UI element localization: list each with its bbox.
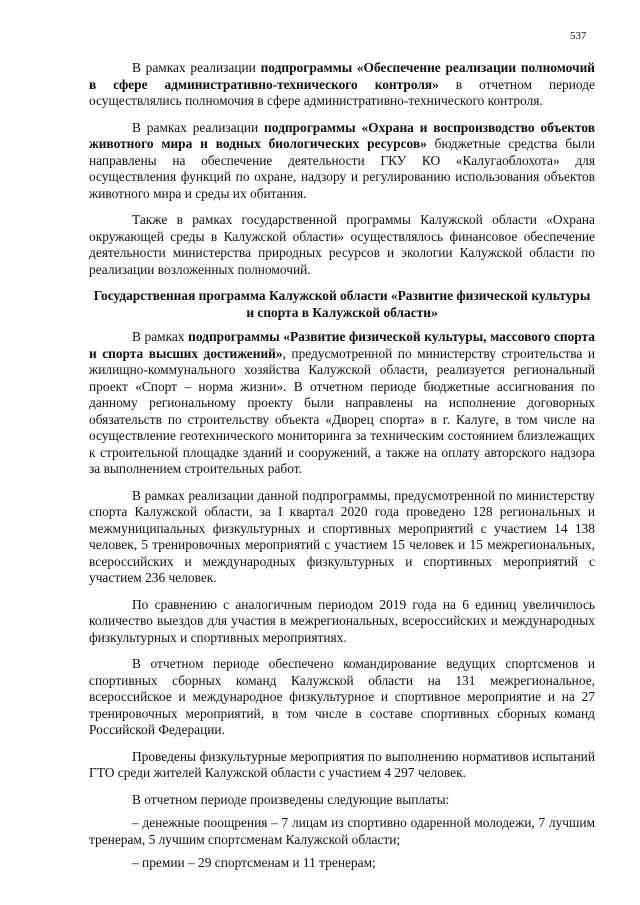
paragraph-text: В рамках: [132, 329, 189, 344]
paragraph-travel: В отчетном периоде обеспечено командирование ведущих спортсменов и спортивных сборных команд Калужской области на 131 межрегиональное, всероссийское и международное физкультурное и спортивное мероприятие и на 27 тренировочных мероприятий, в том числе в составе спортивных сборных команд Российской Федерации.: [89, 656, 595, 737]
paragraph-comparison: По сравнению с аналогичным периодом 2019 года на 6 единиц увеличилось количество выездов для участия в межрегиональных, всероссийских и международных физкультурных и спортивных мероприятиях.: [89, 596, 595, 645]
paragraph-text: В рамках реализации: [132, 60, 261, 75]
subprogram-title: подпрограммы «Развитие физической культуры, массового спорта и спорта высших достижений»: [89, 329, 595, 361]
paragraph-sport-subprogram: [89, 329, 595, 478]
paragraph-wildlife: [89, 120, 595, 203]
subprogram-title: подпрограммы «Охрана и воспроизводство объектов животного мира и водных биологических ресурсов»: [89, 119, 595, 151]
paragraph-text: , предусмотренной по министерству строительства и жилищно-коммунального хозяйства Калужской области, реализуется региональный проект «Спорт – норма жизни». В отчетном периоде бюджетные ассигнования по данному региональному проекту были направлены на исполнение договорных обязательств по строительству объекта «Дворец спорта» в г. Калуге, в том числе на осуществление геотехнического мониторинга за техническим состоянием близлежащих к строительной площадке зданий и сооружений, а также на оплату авторского надзора за выполнением строительных работ.: [89, 345, 595, 476]
paragraph-gto: Проведены физкультурные мероприятия по выполнению нормативов испытаний ГТО среди жителей Калужской области с участием 4 297 человек.: [89, 748, 595, 780]
paragraph-events: В рамках реализации данной подпрограммы, предусмотренной по министерству спорта Калужской области, за I квартал 2020 года проведено 128 региональных и межмуниципальных физкультурных и спортивных мероприятий с участием 14 138 человек, 5 тренировочных мероприятий с участием 15 человек и 15 межрегиональных, всероссийских и международных физкультурных и спортивных мероприятий с участием 236 человек.: [89, 487, 595, 585]
document-body: [89, 60, 595, 879]
paragraph-environment: Также в рамках государственной программы Калужской области «Охрана окружающей среды в Калужской области» осуществлялось финансовое обеспечение деятельности министерства природных ресурсов и экологии Калужской области по реализации возложенных полномочий.: [89, 212, 595, 277]
subprogram-title: подпрограммы «Обеспечение реализации полномочий в сфере административно-технического контроля»: [89, 60, 595, 92]
list-item-prizes: – премии – 29 спортсменам и 11 тренерам;: [132, 855, 376, 870]
paragraph-text: бюджетные средства были направлены на обеспечение деятельности ГКУ КО «Калугаоблохота» для осуществления функций по охране, надзору и регулированию использования объектов животного мира и среды их обитания.: [89, 136, 595, 201]
list-item-bonuses: – денежные поощрения – 7 лицам из спортивно одаренной молодежи, 7 лучшим тренерам, 5 лучшим спортсменам Калужской области;: [89, 815, 595, 847]
paragraph-admin-control: [89, 60, 595, 110]
paragraph-payments-intro: В отчетном периоде произведены следующие выплаты:: [132, 791, 450, 807]
page-number: 537: [570, 30, 587, 42]
paragraph-text: в отчетном периоде осуществлялись полномочия в сфере административно-технического контроля.: [89, 76, 595, 108]
paragraph-text: В рамках реализации: [132, 119, 265, 135]
section-heading: Государственная программа Калужской области «Развитие физической культуры и спорта в Калужской области»: [93, 288, 591, 320]
